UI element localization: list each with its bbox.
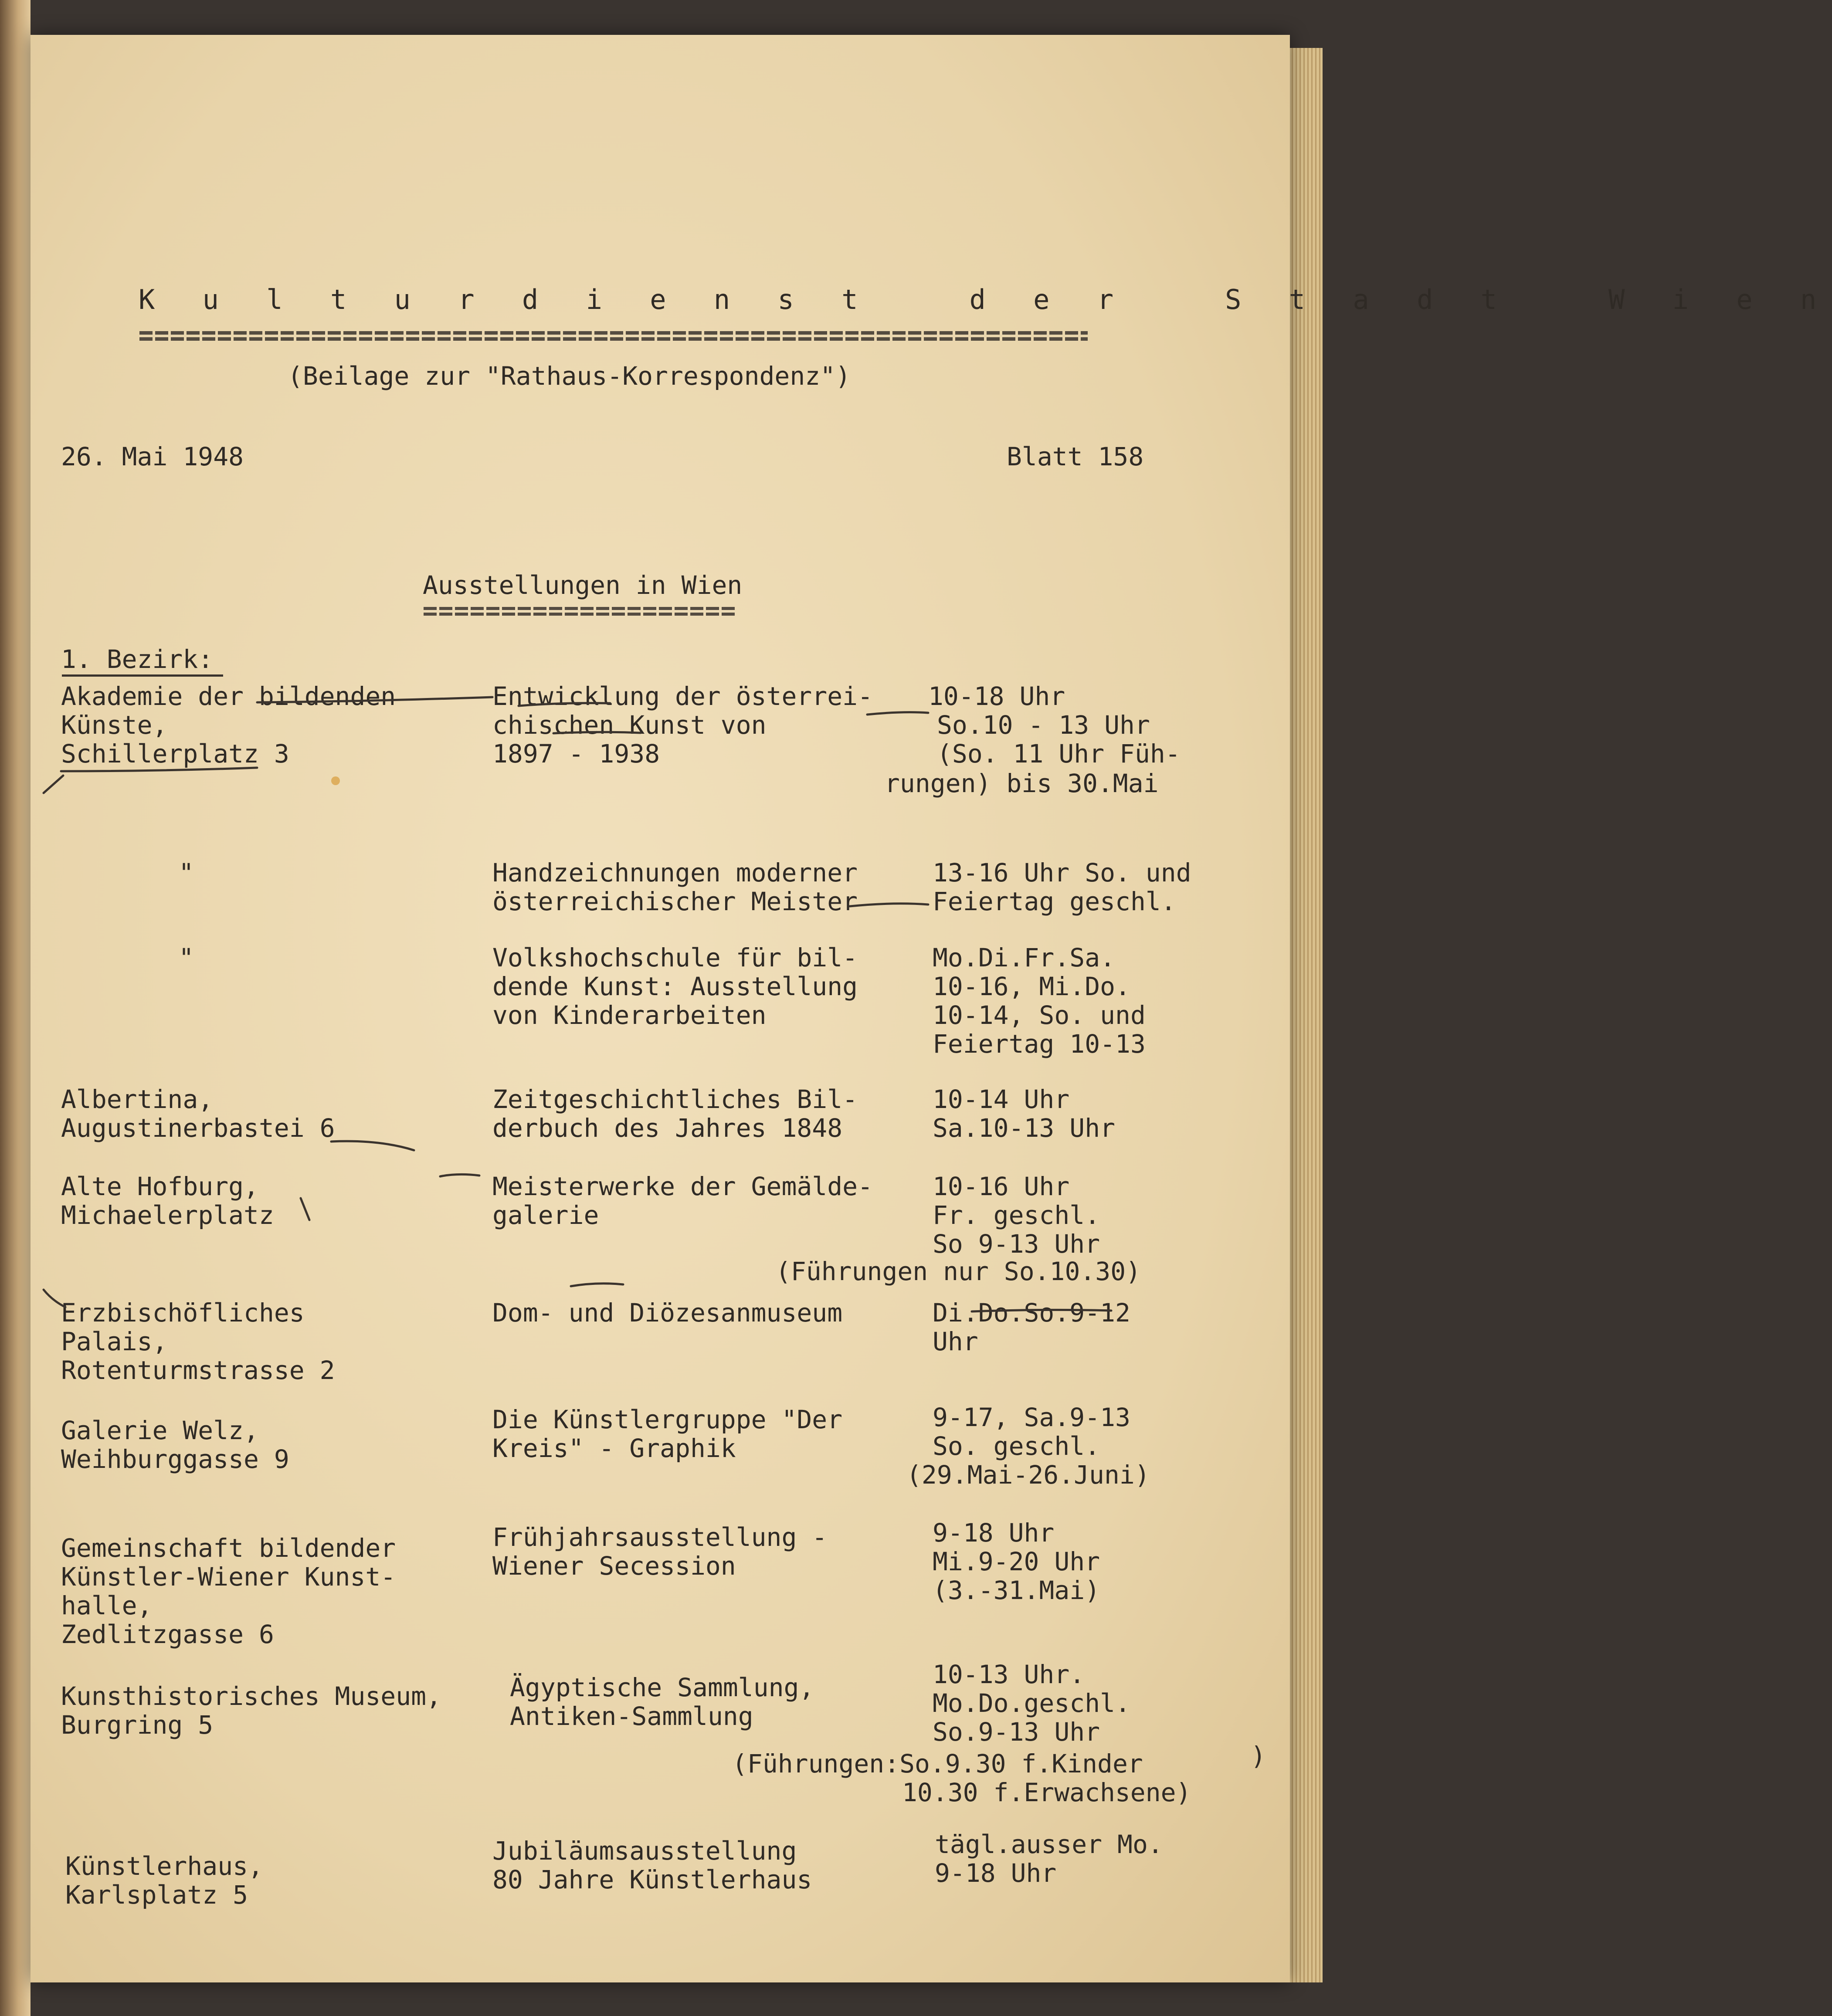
stain-dot <box>331 776 340 785</box>
document-page <box>31 35 1832 1982</box>
hours-line: (3.-31.Mai) <box>933 1576 1100 1605</box>
hours-line: 10-18 Uhr <box>928 681 1065 711</box>
hours-line: 10-14 Uhr <box>933 1084 1070 1114</box>
hours-line: Sa.10-13 Uhr <box>933 1113 1116 1143</box>
hours-line: Mi.9-20 Uhr <box>933 1547 1100 1576</box>
hours-line: Fr. geschl. <box>933 1200 1100 1230</box>
venue-line: Weihburggasse 9 <box>61 1444 289 1474</box>
venue-line: Albertina, <box>61 1084 214 1114</box>
venue-line: Burgring 5 <box>61 1710 214 1740</box>
district-heading: 1. Bezirk: <box>61 644 214 674</box>
pencil-underline <box>571 1284 623 1286</box>
section-title-rule-lower <box>424 613 737 616</box>
venue-line: Akademie der bildenden <box>61 681 396 711</box>
exhibition-line: Handzeichnungen moderner <box>492 858 858 888</box>
document-date: 26. Mai 1948 <box>61 442 244 471</box>
hours-line: Mo.Di.Fr.Sa. <box>933 943 1116 972</box>
hours-line: 13-16 Uhr So. und <box>933 858 1191 888</box>
hours-line: 9-18 Uhr <box>935 1858 1057 1888</box>
hours-line: rungen) bis 30.Mai <box>885 769 1159 798</box>
pencil-tick <box>301 1198 309 1220</box>
exhibition-line: Volkshochschule für bil- <box>492 943 858 972</box>
venue-line: Rotenturmstrasse 2 <box>61 1355 335 1385</box>
exhibition-line: Meisterwerke der Gemälde- <box>492 1172 873 1201</box>
exhibition-line: von Kinderarbeiten <box>492 1000 767 1030</box>
hours-line: tägl.ausser Mo. <box>935 1830 1163 1859</box>
hours-line: Uhr <box>933 1327 978 1356</box>
pencil-underline <box>331 1141 414 1150</box>
exhibition-line: galerie <box>492 1200 599 1230</box>
hours-line: (29.Mai-26.Juni) <box>906 1460 1150 1490</box>
venue-line: Alte Hofburg, <box>61 1172 259 1201</box>
hours-line: 9-18 Uhr <box>933 1518 1055 1548</box>
masthead-double-rule-lower <box>139 337 1088 341</box>
exhibition-line: Entwicklung der österrei- <box>492 681 873 711</box>
venue-line: Künste, <box>61 710 168 740</box>
section-title-rule <box>424 607 737 610</box>
hours-line: 10-13 Uhr. <box>933 1660 1085 1689</box>
venue-line: Künstlerhaus, <box>65 1851 263 1881</box>
ditto-mark: " <box>179 858 194 888</box>
venue-line: Augustinerbastei 6 <box>61 1113 335 1143</box>
hours-line: 10-16, Mi.Do. <box>933 972 1130 1001</box>
masthead-double-rule <box>139 331 1088 335</box>
tour-note: 10.30 f.Erwachsene) <box>902 1778 1191 1807</box>
pencil-strike <box>850 904 928 906</box>
venue-line: halle, <box>61 1591 153 1620</box>
hours-line: Feiertag 10-13 <box>933 1029 1146 1059</box>
exhibition-line: Frühjahrsausstellung - <box>492 1522 828 1552</box>
exhibition-line: österreichischer Meister <box>492 887 858 916</box>
exhibition-line: Wiener Secession <box>492 1551 736 1581</box>
hours-line: (So. 11 Uhr Füh- <box>937 739 1181 769</box>
sheet-number: Blatt 158 <box>1007 442 1144 471</box>
hours-line: Di.Do.So.9-12 <box>933 1298 1130 1328</box>
venue-line: Gemeinschaft bildender <box>61 1533 396 1563</box>
section-title: Ausstellungen in Wien <box>423 570 743 600</box>
venue-line: Künstler-Wiener Kunst- <box>61 1562 396 1592</box>
venue-line: Galerie Welz, <box>61 1416 259 1445</box>
hours-line: So.10 - 13 Uhr <box>937 710 1150 740</box>
exhibition-line: Dom- und Diözesanmuseum <box>492 1298 843 1328</box>
pencil-dash <box>440 1174 479 1176</box>
hours-line: 10-14, So. und <box>933 1000 1146 1030</box>
masthead-title: K u l t u r d i e n s t d e r S t a d t W i e n <box>139 284 1832 315</box>
pencil-tick <box>44 776 63 793</box>
tour-note: (Führungen:So.9.30 f.Kinder <box>732 1749 1143 1779</box>
previous-page-edge <box>0 0 31 2016</box>
margin-mark: ) <box>1251 1741 1266 1771</box>
venue-line: Kunsthistorisches Museum, <box>61 1681 441 1711</box>
exhibition-line: Ägyptische Sammlung, <box>510 1673 814 1702</box>
hours-line: So. geschl. <box>933 1431 1100 1461</box>
venue-line: Michaelerplatz <box>61 1200 274 1230</box>
pencil-dash <box>867 712 928 715</box>
hours-line: Feiertag geschl. <box>933 887 1176 916</box>
exhibition-line: derbuch des Jahres 1848 <box>492 1113 843 1143</box>
hours-line: 9-17, Sa.9-13 <box>933 1403 1130 1432</box>
hours-line: 10-16 Uhr <box>933 1172 1070 1201</box>
tour-note: (Führungen nur So.10.30) <box>776 1257 1141 1286</box>
ditto-mark: " <box>179 943 194 972</box>
exhibition-line: chischen Kunst von <box>492 710 767 740</box>
exhibition-line: Jubiläumsausstellung <box>492 1836 797 1866</box>
hours-line: Mo.Do.geschl. <box>933 1688 1130 1718</box>
exhibition-line: 1897 - 1938 <box>492 739 660 769</box>
venue-line: Karlsplatz 5 <box>65 1880 248 1910</box>
venue-line: Schillerplatz 3 <box>61 739 289 769</box>
exhibition-line: dende Kunst: Ausstellung <box>492 972 858 1001</box>
venue-line: Palais, <box>61 1327 168 1356</box>
exhibition-line: 80 Jahre Künstlerhaus <box>492 1865 812 1894</box>
exhibition-line: Antiken-Sammlung <box>510 1701 753 1731</box>
venue-line: Zedlitzgasse 6 <box>61 1620 274 1649</box>
exhibition-line: Die Künstlergruppe "Der <box>492 1405 843 1434</box>
exhibition-line: Kreis" - Graphik <box>492 1433 736 1463</box>
hours-line: So.9-13 Uhr <box>933 1717 1100 1747</box>
venue-line: Erzbischöfliches <box>61 1298 305 1328</box>
hours-line: So 9-13 Uhr <box>933 1229 1100 1259</box>
masthead-subtitle: (Beilage zur "Rathaus-Korrespondenz") <box>288 361 851 391</box>
district-underline <box>62 674 223 677</box>
exhibition-line: Zeitgeschichtliches Bil- <box>492 1084 858 1114</box>
